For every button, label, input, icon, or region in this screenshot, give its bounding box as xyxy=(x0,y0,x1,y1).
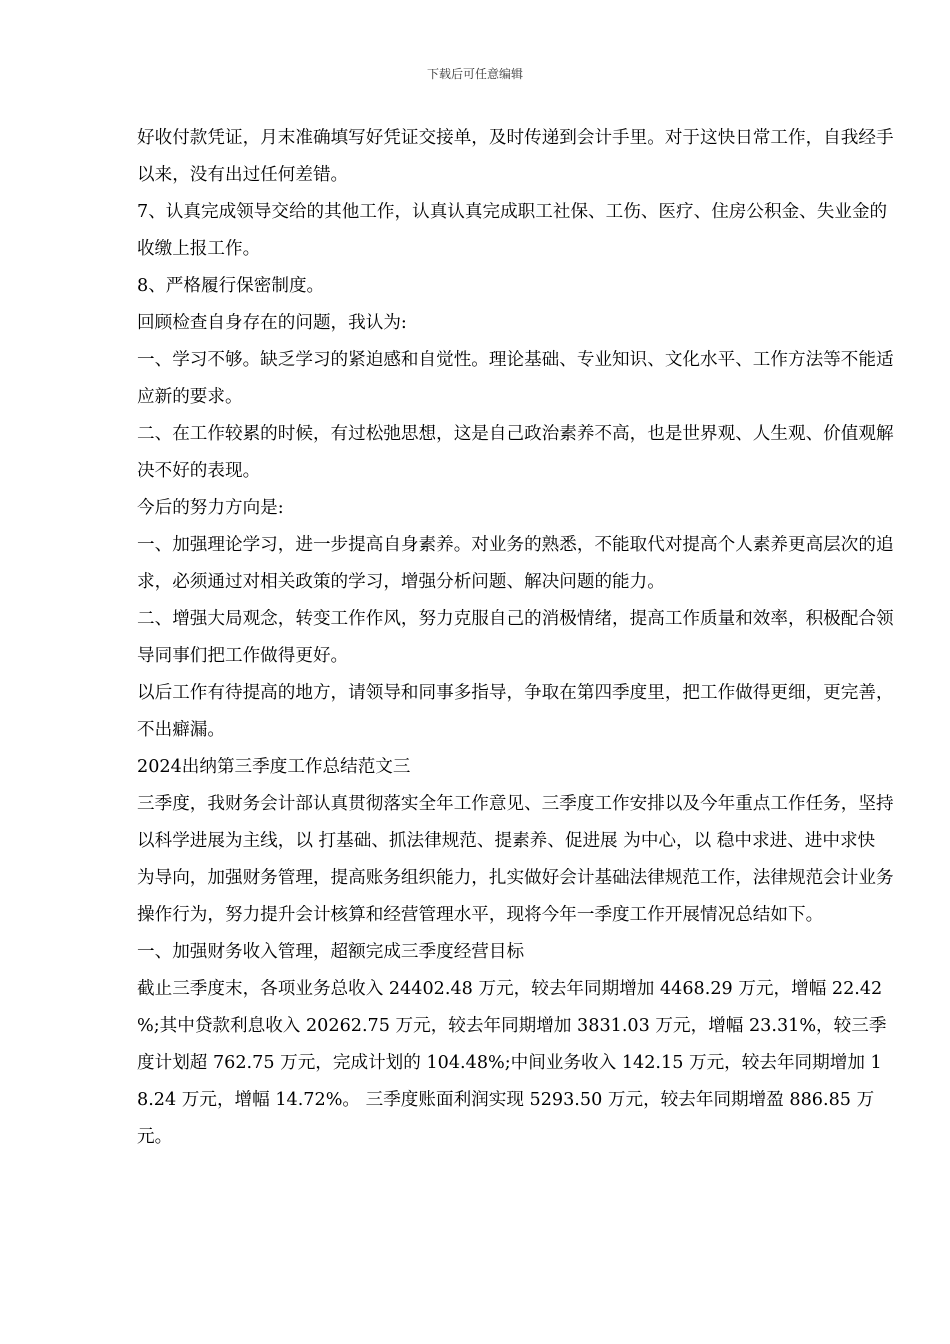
paragraph: 二、在工作较累的时候，有过松弛思想，这是自己政治素养不高，也是世界观、人生观、价值观解决不好的表现。 xyxy=(137,424,894,481)
paragraph: 以后工作有待提高的地方，请领导和同事多指导，争取在第四季度里，把工作做得更细，更完善，不出癖漏。 xyxy=(137,683,894,740)
paragraph: 回顾检查自身存在的问题，我认为: xyxy=(137,313,407,333)
paragraph: 一、加强财务收入管理，超额完成三季度经营目标 xyxy=(137,942,525,962)
paragraph: 一、学习不够。缺乏学习的紧迫感和自觉性。理论基础、专业知识、文化水平、工作方法等不能适应新的要求。 xyxy=(137,350,894,407)
document-body xyxy=(137,120,895,1156)
paragraph: 今后的努力方向是: xyxy=(137,498,284,518)
paragraph: 7、认真完成领导交给的其他工作，认真认真完成职工社保、工伤、医疗、住房公积金、失业金的收缴上报工作。 xyxy=(137,202,888,259)
paragraph: 一、加强理论学习，进一步提高自身素养。对业务的熟悉，不能取代对提高个人素养更高层次的追求，必须通过对相关政策的学习，增强分析问题、解决问题的能力。 xyxy=(137,535,894,592)
section-heading: 2024出纳第三季度工作总结范文三 xyxy=(137,757,411,777)
paragraph: 二、增强大局观念，转变工作作风，努力克服自己的消极情绪，提高工作质量和效率，积极配合领导同事们把工作做得更好。 xyxy=(137,609,894,666)
paragraph: 三季度，我财务会计部认真贯彻落实全年工作意见、三季度工作安排以及今年重点工作任务，坚持以科学进展为主线，以 打基础、抓法律规范、提素养、促进展 为中心，以 稳中求进、进中求快 为导向，加强财务管理，提高账务组织能力，扎实做好会计基础法律规范工作，法律规范会计业务操作行为，努力提升会计核算和经营管理水平，现将今年一季度工作开展情况总结如下。 xyxy=(137,794,894,925)
page-header: 下载后可任意编辑 xyxy=(426,67,523,81)
paragraph: 好收付款凭证，月末准确填写好凭证交接单，及时传递到会计手里。对于这快日常工作，自我经手以来，没有出过任何差错。 xyxy=(137,128,894,185)
paragraph: 8、严格履行保密制度。 xyxy=(137,276,325,296)
paragraph: 截止三季度末，各项业务总收入 24402.48 万元，较去年同期增加 4468.29 万元，增幅 22.42 %;其中贷款利息收入 20262.75 万元，较去年同期增加 3831.03 万元，增幅 23.31%，较三季度计划超 762.75 万元，完成计划的 104.48%;中间业务收入 142.15 万元，较去年同期增加 18.24 万元，增幅 14.72%。 三季度账面利润实现 5293.50 万元，较去年同期增盈 886.85 万元。 xyxy=(137,979,887,1147)
